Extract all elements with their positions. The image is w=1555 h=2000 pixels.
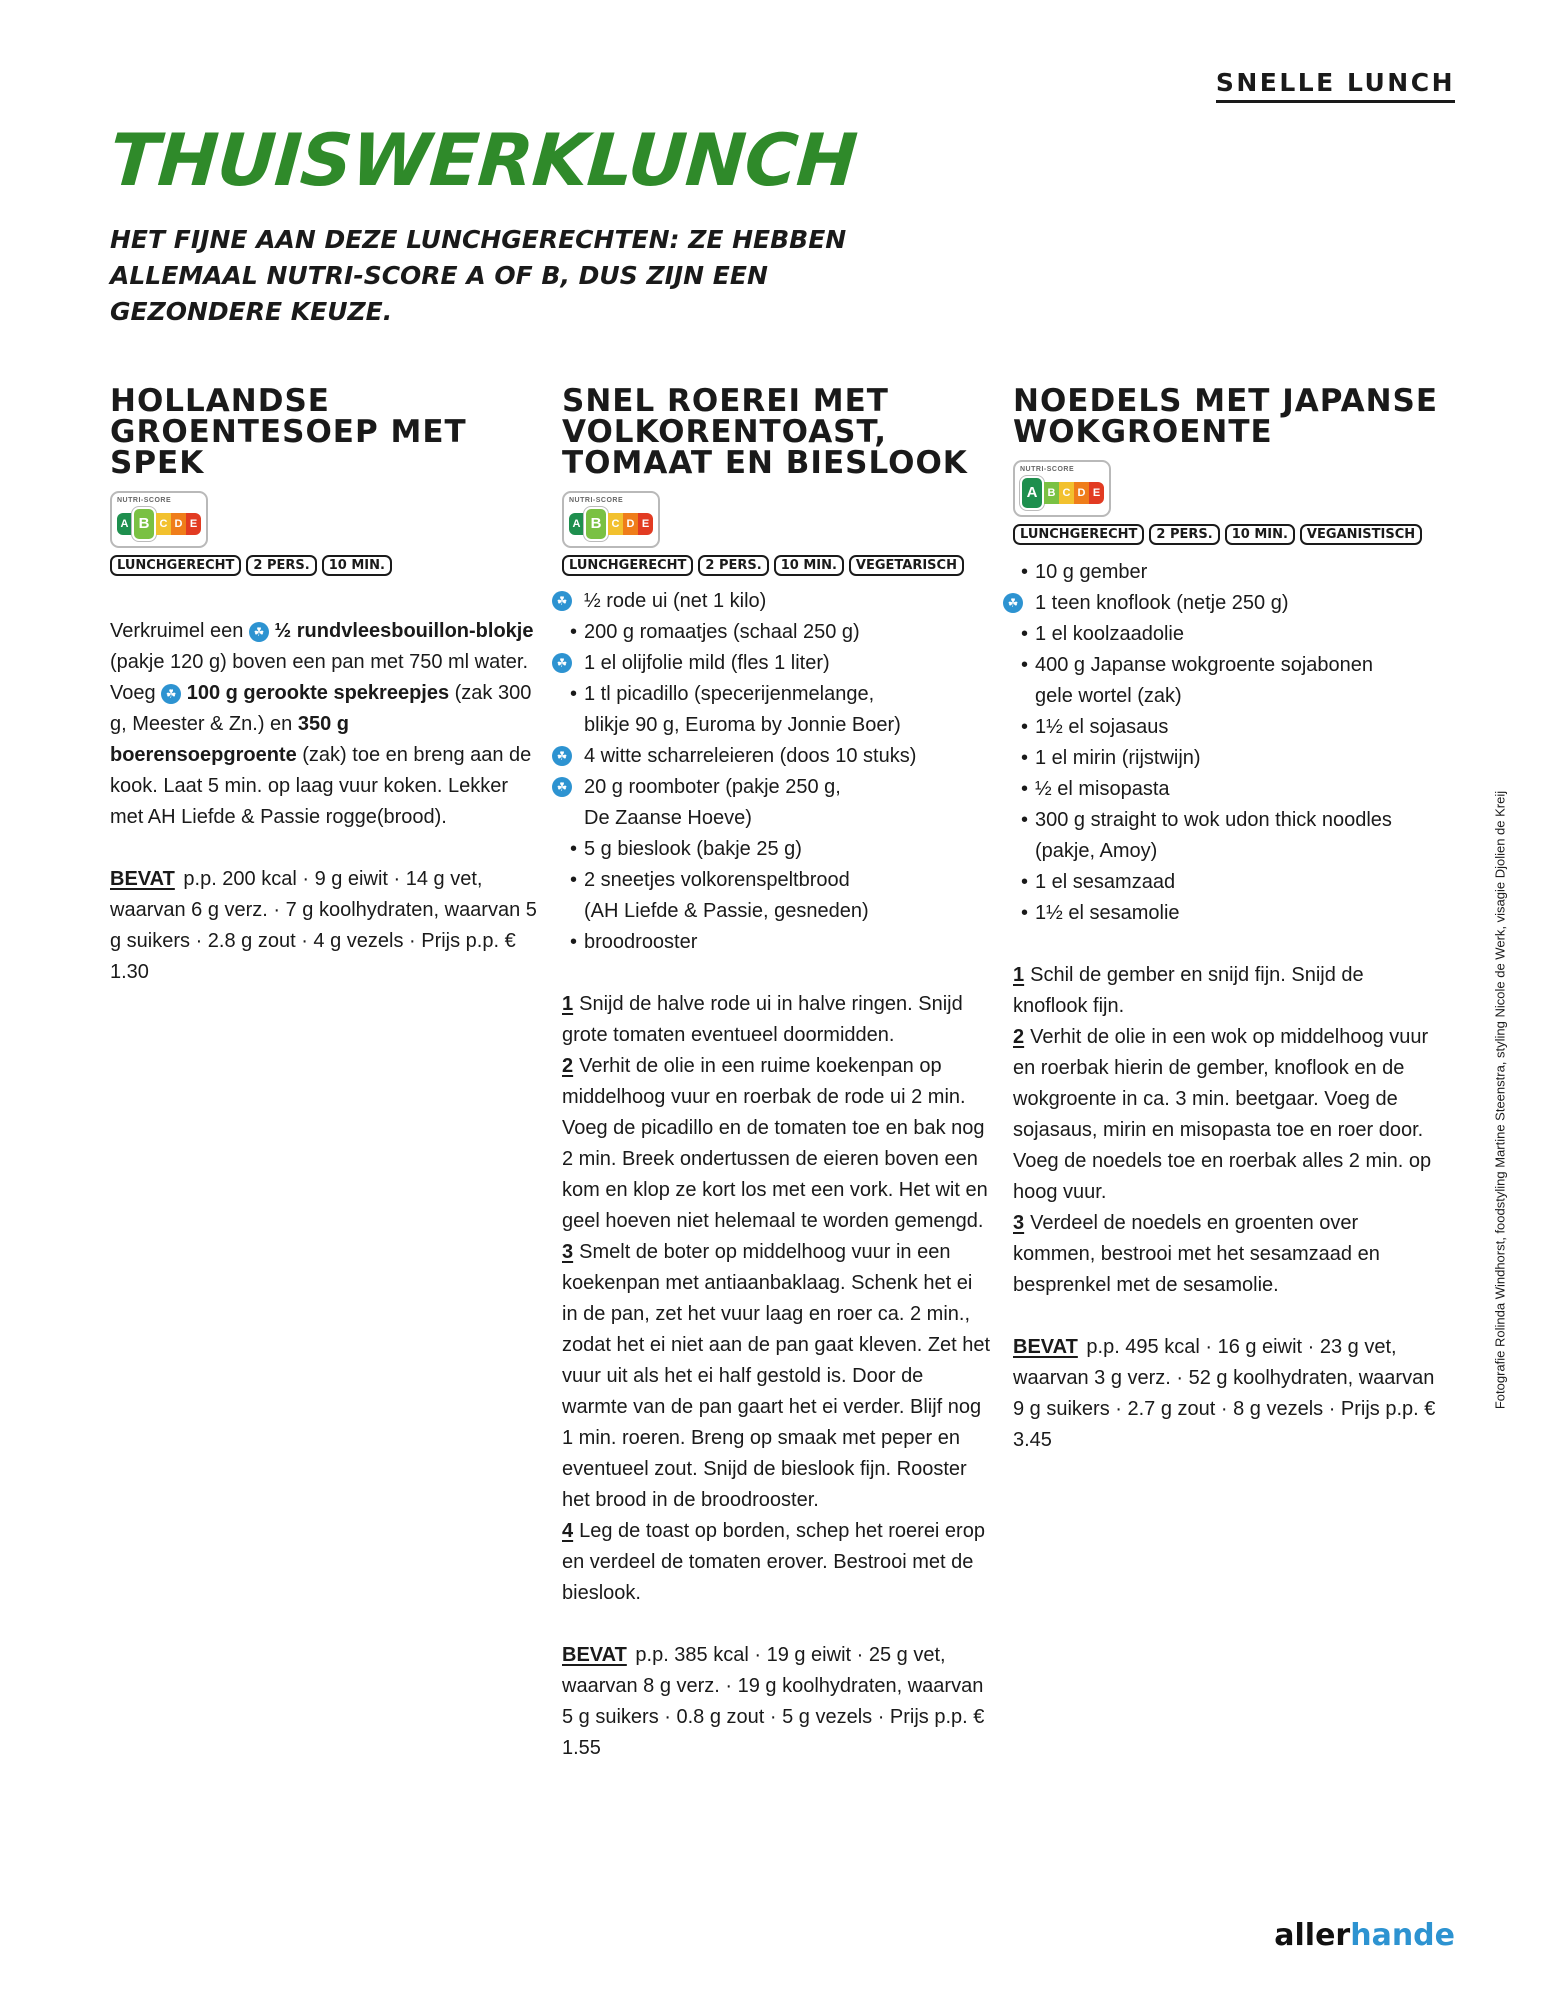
ingredient-text: 1 teen knoflook (netje 250 g) bbox=[1035, 592, 1289, 614]
ingredient-list bbox=[1007, 557, 1443, 929]
ingredient-text: 4 witte scharreleieren (doos 10 stuks) bbox=[584, 745, 917, 767]
step-text: Verdeel de noedels en groenten over kommen, bestrooi met het sesamzaad en besprenkel met de sesamolie. bbox=[1013, 1212, 1380, 1296]
highlighted-ingredient: ½ rundvleesbouillon-blokje bbox=[274, 620, 534, 642]
step-number: 2 bbox=[1013, 1026, 1025, 1048]
step-number: 4 bbox=[562, 1520, 574, 1542]
nutri-grade-e: E bbox=[638, 513, 653, 535]
ingredient-item bbox=[1013, 743, 1443, 774]
ingredient-text: 1½ el sesamolie bbox=[1035, 902, 1180, 924]
recipe-tags bbox=[562, 555, 992, 576]
recipe-tag: 2 PERS. bbox=[246, 555, 316, 576]
nutri-score-badge bbox=[110, 491, 208, 548]
ingredient-item bbox=[556, 741, 992, 772]
ingredient-item bbox=[556, 772, 992, 834]
step-text: Snijd de halve rode ui in halve ringen. Snijd grote tomaten eventueel doormidden. bbox=[562, 993, 963, 1046]
nutri-score-scale bbox=[117, 507, 201, 541]
recipe-title: NOEDELS MET JAPANSE WOKGROENTE bbox=[1013, 383, 1439, 450]
step-number: 3 bbox=[562, 1241, 574, 1263]
recipe-tag: VEGETARISCH bbox=[849, 555, 964, 576]
recipe-step bbox=[1013, 1208, 1443, 1301]
ingredient-item bbox=[562, 834, 992, 865]
recipe-steps bbox=[562, 989, 992, 1609]
ingredient-item bbox=[1013, 867, 1443, 898]
ingredient-text: 200 g romaatjes (schaal 250 g) bbox=[584, 621, 860, 643]
step-number: 1 bbox=[1013, 964, 1025, 986]
ingredient-item bbox=[556, 586, 992, 617]
ingredient-item bbox=[1013, 898, 1443, 929]
recipe-step bbox=[1013, 1022, 1443, 1208]
recipe-tag: LUNCHGERECHT bbox=[562, 555, 693, 576]
recipe-tag: 2 PERS. bbox=[1149, 524, 1219, 545]
recipe-tag: LUNCHGERECHT bbox=[1013, 524, 1144, 545]
ingredient-text: 1 el mirin (rijstwijn) bbox=[1035, 747, 1201, 769]
ingredient-item bbox=[1013, 557, 1443, 588]
step-text: Leg de toast op borden, schep het roerei erop en verdeel de tomaten erover. Bestrooi met de bieslook. bbox=[562, 1520, 985, 1604]
ingredient-detail: gele wortel (zak) bbox=[1035, 685, 1182, 707]
method-text: (zak 300 g, Meester & Zn.) en bbox=[110, 682, 532, 735]
method-text: Verkruimel een bbox=[110, 620, 249, 642]
ingredient-item bbox=[1013, 650, 1443, 712]
ingredient-text: 400 g Japanse wokgroente sojabonen bbox=[1035, 654, 1374, 676]
recipe-title: SNEL ROEREI MET VOLKORENTOAST, TOMAAT EN BIESLOOK bbox=[562, 383, 968, 481]
recipe-title: HOLLANDSE GROENTESOEP MET SPEK bbox=[110, 383, 467, 481]
recipe-step bbox=[1013, 960, 1443, 1022]
ingredient-item bbox=[1013, 619, 1443, 650]
nutri-grade-e: E bbox=[186, 513, 201, 535]
nutri-grade-b: B bbox=[1044, 482, 1059, 504]
step-number: 1 bbox=[562, 993, 574, 1015]
ingredient-text: 1 tl picadillo (specerijenmelange, bbox=[584, 683, 875, 705]
nutri-score-badge bbox=[562, 491, 660, 548]
nutri-grade-e: E bbox=[1089, 482, 1104, 504]
brand-logo-part2: hande bbox=[1350, 1918, 1455, 1953]
ingredient-item bbox=[1007, 588, 1443, 619]
nutri-grade-d: D bbox=[623, 513, 638, 535]
organic-leaf-icon: ☘ bbox=[552, 746, 572, 766]
nutri-score-label: NUTRI-SCORE bbox=[117, 497, 172, 504]
bevat-text: p.p. 385 kcal · 19 g eiwit · 25 g vet, waarvan 8 g verz. · 19 g koolhydraten, waarvan 5 g suikers · 0.8 g zout · 5 g vezels · Prijs p.p. € 1.55 bbox=[562, 1644, 985, 1759]
recipe-step bbox=[562, 1516, 992, 1609]
recipe-tag: LUNCHGERECHT bbox=[110, 555, 241, 576]
step-text: Verhit de olie in een ruime koekenpan op middelhoog vuur en roerbak de rode ui 2 min. Voeg de picadillo en de tomaten toe en bak nog 2 min. Breek ondertussen de eieren boven een kom en klop ze kort los met een vork. Het wit en geel hoeven niet helemaal te worden gemengd. bbox=[562, 1055, 988, 1232]
organic-leaf-icon: ☘ bbox=[552, 653, 572, 673]
step-number: 2 bbox=[562, 1055, 574, 1077]
ingredient-item bbox=[562, 927, 992, 958]
nutri-score-scale bbox=[1020, 476, 1104, 510]
ingredient-item bbox=[556, 648, 992, 679]
ingredient-item bbox=[562, 865, 992, 927]
recipe-tag: 2 PERS. bbox=[698, 555, 768, 576]
recipe-column-3 bbox=[1007, 383, 1443, 1456]
brand-logo bbox=[1274, 1918, 1455, 1953]
highlighted-ingredient: 350 g boerensoepgroente bbox=[110, 713, 350, 766]
section-label: SNELLE LUNCH bbox=[1216, 68, 1455, 103]
intro-text: HET FIJNE AAN DEZE LUNCHGERECHTEN: ZE HEBBEN ALLEMAAL NUTRI-SCORE A OF B, DUS ZIJN EEN GEZONDERE KEUZE. bbox=[110, 225, 847, 326]
nutri-grade-a: A bbox=[569, 513, 584, 535]
organic-leaf-icon: ☘ bbox=[552, 777, 572, 797]
ingredient-text: 2 sneetjes volkorenspeltbrood bbox=[584, 869, 850, 891]
recipe-tag: VEGANISTISCH bbox=[1300, 524, 1422, 545]
ingredient-text: 1 el koolzaadolie bbox=[1035, 623, 1184, 645]
ingredient-detail: blikje 90 g, Euroma by Jonnie Boer) bbox=[584, 714, 901, 736]
ingredient-text: 1 el olijfolie mild (fles 1 liter) bbox=[584, 652, 830, 674]
bevat-text: p.p. 200 kcal · 9 g eiwit · 14 g vet, waarvan 6 g verz. · 7 g koolhydraten, waarvan 5 g suikers · 2.8 g zout · 4 g vezels · Prijs p.p. € 1.30 bbox=[110, 868, 537, 983]
ingredient-item bbox=[562, 617, 992, 648]
recipe-column-2 bbox=[556, 383, 992, 1764]
recipe-tag: 10 MIN. bbox=[774, 555, 844, 576]
nutri-grade-b: B bbox=[132, 507, 156, 541]
recipe-step bbox=[562, 1237, 992, 1516]
bevat-label: BEVAT bbox=[110, 868, 175, 890]
recipe-tag: 10 MIN. bbox=[1225, 524, 1295, 545]
ingredient-text: 1 el sesamzaad bbox=[1035, 871, 1176, 893]
nutri-score-label: NUTRI-SCORE bbox=[569, 497, 624, 504]
highlighted-ingredient: 100 g gerookte spekreepjes bbox=[186, 682, 450, 704]
recipe-nutrition bbox=[1013, 1332, 1443, 1456]
nutri-grade-a: A bbox=[117, 513, 132, 535]
nutri-grade-b: B bbox=[584, 507, 608, 541]
organic-leaf-icon: ☘ bbox=[552, 591, 572, 611]
recipe-nutrition bbox=[562, 1640, 992, 1764]
step-text: Smelt de boter op middelhoog vuur in een koekenpan met antiaanbaklaag. Schenk het ei in de pan, zet het vuur laag en roer ca. 2 min., zodat het ei niet aan de pan gaat kleven. Zet het vuur uit als het ei half gestold is. Door de warmte van de pan gaart het ei verder. Blijf nog 1 min. roeren. Breng op smaak met peper en eventueel zout. Snijd de bieslook fijn. Rooster het brood in de broodrooster. bbox=[562, 1241, 991, 1511]
method-text: (zak) toe en breng aan de kook. Laat 5 min. op laag vuur koken. Lekker met AH Liefde & Passie rogge(brood). bbox=[110, 744, 532, 828]
nutri-grade-d: D bbox=[171, 513, 186, 535]
recipe-nutrition bbox=[110, 864, 540, 988]
brand-logo-part1: aller bbox=[1274, 1918, 1351, 1953]
ingredient-detail: (AH Liefde & Passie, gesneden) bbox=[584, 900, 869, 922]
recipe-tags bbox=[1013, 524, 1443, 545]
nutri-grade-c: C bbox=[156, 513, 171, 535]
recipe-method bbox=[110, 616, 540, 833]
method-text: (pakje 120 g) boven een pan met 750 ml water. Voeg bbox=[110, 651, 529, 704]
ingredient-detail: (pakje, Amoy) bbox=[1035, 840, 1158, 862]
recipe-column-1 bbox=[110, 383, 540, 988]
nutri-grade-c: C bbox=[608, 513, 623, 535]
ingredient-item bbox=[1013, 774, 1443, 805]
recipe-tags bbox=[110, 555, 540, 576]
nutri-score-scale bbox=[569, 507, 653, 541]
bevat-text: p.p. 495 kcal · 16 g eiwit · 23 g vet, waarvan 3 g verz. · 52 g koolhydraten, waarvan 9 g suikers · 2.7 g zout · 8 g vezels · Prijs p.p. € 3.45 bbox=[1013, 1336, 1436, 1451]
ingredient-text: ½ rode ui (net 1 kilo) bbox=[584, 590, 767, 612]
recipe-step bbox=[562, 989, 992, 1051]
step-number: 3 bbox=[1013, 1212, 1025, 1234]
page-title: THUISWERKLUNCH bbox=[107, 118, 860, 202]
ingredient-text: broodrooster bbox=[584, 931, 698, 953]
recipe-steps bbox=[1013, 960, 1443, 1301]
bevat-label: BEVAT bbox=[562, 1644, 627, 1666]
recipe-tag: 10 MIN. bbox=[322, 555, 392, 576]
nutri-score-label: NUTRI-SCORE bbox=[1020, 466, 1075, 473]
ingredient-item bbox=[1013, 712, 1443, 743]
organic-leaf-icon: ☘ bbox=[161, 684, 181, 704]
ingredient-text: 300 g straight to wok udon thick noodles bbox=[1035, 809, 1392, 831]
nutri-grade-d: D bbox=[1074, 482, 1089, 504]
ingredient-text: 1½ el sojasaus bbox=[1035, 716, 1169, 738]
ingredient-text: 10 g gember bbox=[1035, 561, 1148, 583]
step-text: Verhit de olie in een wok op middelhoog vuur en roerbak hierin de gember, knoflook en de wokgroente in ca. 3 min. beetgaar. Voeg de sojasaus, mirin en misopasta toe en roer door. Voeg de noedels toe en roerbak alles 2 min. op hoog vuur. bbox=[1013, 1026, 1432, 1203]
recipe-step bbox=[562, 1051, 992, 1237]
bevat-label: BEVAT bbox=[1013, 1336, 1078, 1358]
step-text: Schil de gember en snijd fijn. Snijd de knoflook fijn. bbox=[1013, 964, 1364, 1017]
ingredient-text: ½ el misopasta bbox=[1035, 778, 1170, 800]
nutri-score-badge bbox=[1013, 460, 1111, 517]
photo-credit: Fotografie Rolinda Windhorst, foodstyling Martine Steenstra, styling Nicole de Werk, visagie Djolien de Kreij bbox=[1492, 790, 1508, 1410]
ingredient-item bbox=[562, 679, 992, 741]
organic-leaf-icon: ☘ bbox=[1003, 593, 1023, 613]
ingredient-item bbox=[1013, 805, 1443, 867]
ingredient-detail: De Zaanse Hoeve) bbox=[584, 807, 752, 829]
ingredient-text: 5 g bieslook (bakje 25 g) bbox=[584, 838, 802, 860]
nutri-grade-a: A bbox=[1020, 476, 1044, 510]
ingredient-list bbox=[556, 586, 992, 958]
ingredient-text: 20 g roomboter (pakje 250 g, bbox=[584, 776, 841, 798]
nutri-grade-c: C bbox=[1059, 482, 1074, 504]
organic-leaf-icon: ☘ bbox=[249, 622, 269, 642]
